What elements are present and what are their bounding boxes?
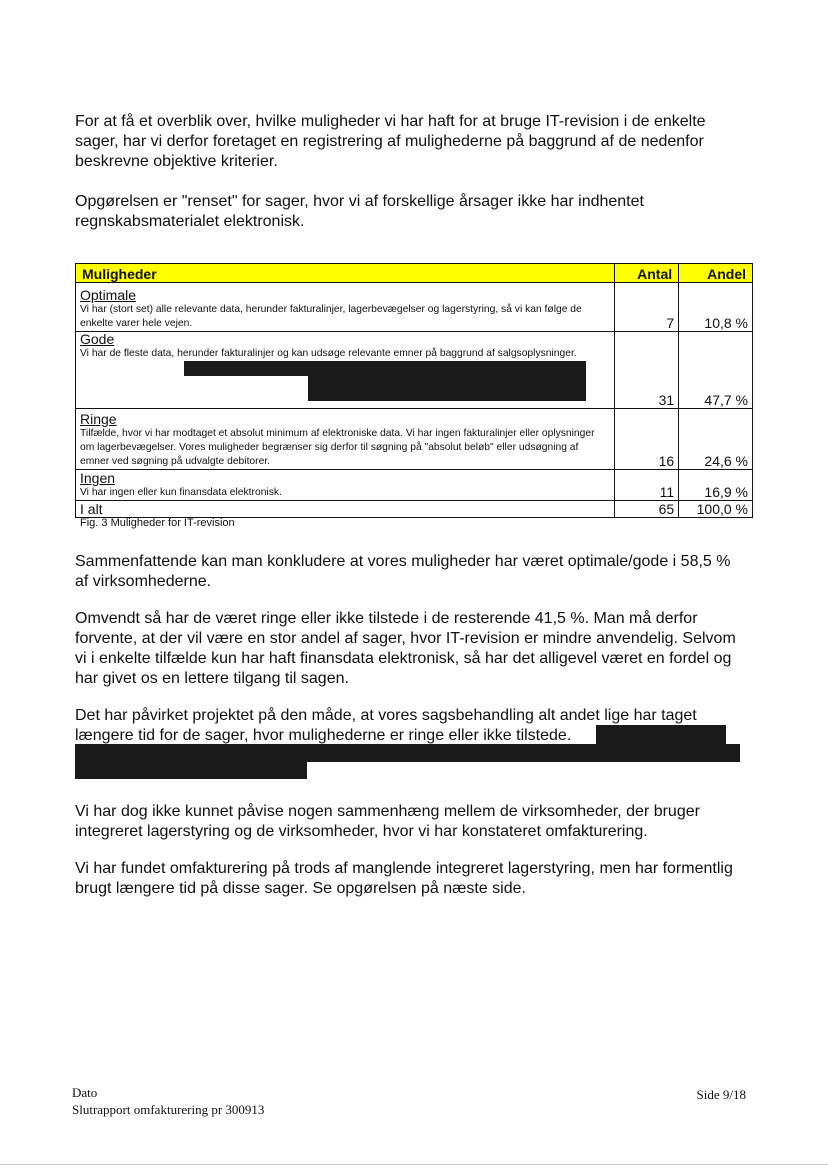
redaction-bar: [75, 760, 307, 779]
redaction-bar: [308, 376, 586, 401]
table-row: [76, 409, 753, 470]
possibilities-table: [75, 263, 753, 518]
category-description: Vi har (stort set) alle relevante data, herunder fakturalinjer, lagerbevægelser og lagerstyring, så vi kan følge de enkelte varer hele vejen.: [80, 304, 582, 329]
row-gode: [76, 332, 615, 409]
total-count-cell: 65: [615, 501, 679, 518]
table-row: [76, 470, 753, 501]
paragraph-summary: Sammenfattende kan man konkludere at vores muligheder har været optimale/gode i 58,5 % af virksomhederne.: [75, 553, 731, 590]
redaction-bar: [596, 725, 726, 745]
count-cell: 16: [615, 409, 679, 470]
share-cell: 47,7 %: [679, 332, 753, 409]
paragraph-no-correlation: Vi har dog ikke kunnet påvise nogen sammenhæng mellem de virksomheder, der bruger integreret lagerstyring og de virksomheder, hvor vi har konstateret omfakturering.: [75, 803, 700, 840]
category-label: Ringe: [80, 411, 117, 427]
paragraph-impact: Det har påvirket projektet på den måde, at vores sagsbehandling alt andet lige har taget længere tid for de sager, hvor mulighederne er ringe eller ikke tilstede.: [75, 707, 697, 744]
paragraph-overview: For at få et overblik over, hvilke muligheder vi har haft for at bruge IT-revision i de enkelte sager, har vi derfor foretaget en registrering af mulighederne på baggrund af de nedenfor beskrevne objektive kriterier.: [75, 113, 706, 170]
total-label: I alt: [80, 501, 103, 517]
footer-left: [72, 1084, 264, 1118]
category-description: Vi har de fleste data, herunder fakturalinjer og kan udsøge relevante emner på baggrund af salgsoplysninger.: [80, 348, 577, 359]
category-label: Optimale: [80, 287, 137, 303]
total-label-cell: [76, 501, 615, 518]
total-share-cell: 100,0 %: [679, 501, 753, 518]
row-optimale: [76, 283, 615, 332]
category-description: Tilfælde, hvor vi har modtaget et absolut minimum af elektroniske data. Vi har ingen fakturalinjer eller oplysninger om lagerbevægelser. Vores muligheder begrænser sig derfor til søgning på "absolut beløb" eller udsøgning af emner ved søgning på udvalgte debitorer.: [80, 428, 595, 467]
table-total-row: [76, 501, 753, 518]
paragraph-found: Vi har fundet omfakturering på trods af manglende integreret lagerstyring, men har formentlig brugt længere tid på disse sager. Se opgørelsen på næste side.: [75, 860, 733, 897]
row-ingen: [76, 470, 615, 501]
table-row: [76, 332, 753, 409]
paragraph-conversely: Omvendt så har de været ringe eller ikke tilstede i de resterende 41,5 %. Man må derfor forvente, at der vil være en stor andel af sager, hvor IT-revision er mindre anvendelig. Selvom vi i enkelte tilfælde kun har haft finansdata elektronisk, så har det alligevel været en fordel og har givet os en lettere tilgang til sagen.: [75, 610, 736, 687]
redaction-bar: [184, 361, 586, 376]
header-count: Antal: [615, 264, 679, 283]
footer-report-title: Slutrapport omfakturering pr 300913: [72, 1102, 265, 1117]
share-cell: 24,6 %: [679, 409, 753, 470]
count-cell: 31: [615, 332, 679, 409]
table-header-row: [76, 264, 753, 283]
share-cell: 16,9 %: [679, 470, 753, 501]
paragraph-cleaned: Opgørelsen er "renset" for sager, hvor vi af forskellige årsager ikke har indhentet regnskabsmaterialet elektronisk.: [75, 193, 644, 230]
header-share: Andel: [679, 264, 753, 283]
category-label: Ingen: [80, 470, 116, 486]
row-ringe: [76, 409, 615, 470]
header-category: Muligheder: [76, 264, 615, 283]
category-description: Vi har ingen eller kun finansdata elektronisk.: [80, 487, 282, 498]
count-cell: 7: [615, 283, 679, 332]
table-row: [76, 283, 753, 332]
figure-caption: Fig. 3 Muligheder for IT-revision: [80, 517, 235, 529]
category-label: Gode: [80, 331, 115, 347]
page-bottom-edge: [0, 1164, 828, 1165]
share-cell: 10,8 %: [679, 283, 753, 332]
count-cell: 11: [615, 470, 679, 501]
footer-date-label: Dato: [72, 1085, 98, 1100]
footer-page-number: Side 9/18: [696, 1087, 746, 1102]
